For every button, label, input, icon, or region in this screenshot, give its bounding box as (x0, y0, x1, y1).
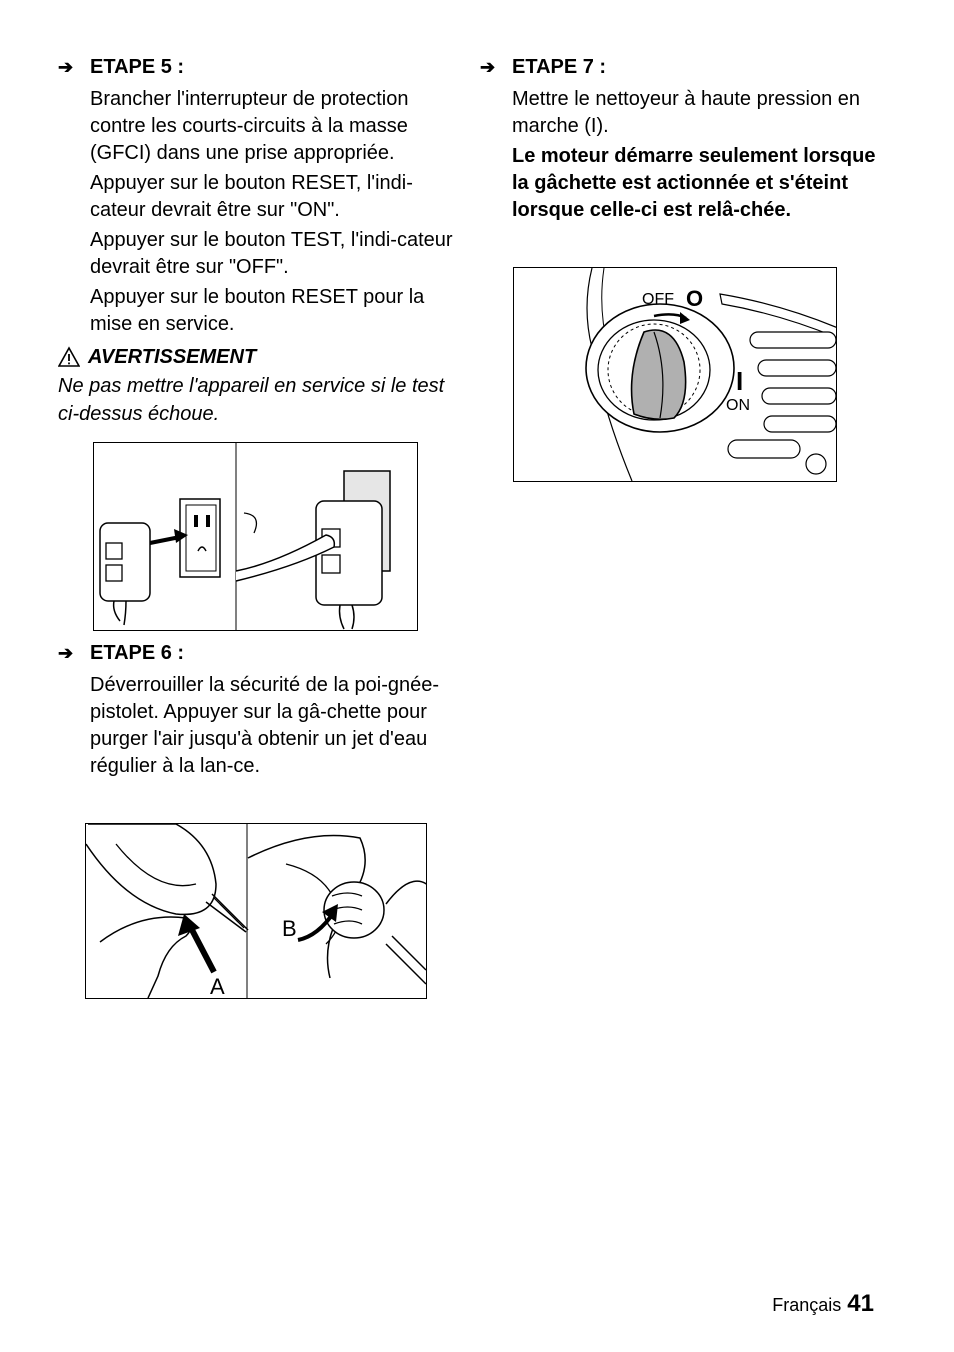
step-5-paragraph-4: Appuyer sur le bouton RESET pour la mise en service. (90, 286, 425, 335)
arrow-right-icon: ➔ (480, 57, 496, 77)
label-off-symbol: O (686, 286, 704, 311)
step-6-heading (58, 642, 458, 670)
label-off: OFF (642, 291, 674, 308)
step-5-heading (58, 56, 458, 84)
step-7-heading (480, 56, 880, 84)
arrow-right-icon: ➔ (58, 643, 74, 663)
footer-language: Français (772, 1295, 842, 1315)
step-5-label: ETAPE 5 : (90, 56, 185, 78)
switch-figure (513, 267, 837, 482)
label-on: ON (726, 397, 750, 414)
step-7-bold-text: Le moteur démarre seulement lorsque la gâchette est actionnée et s'éteint lorsque celle-ci est relâ-chée. (512, 145, 876, 221)
label-b: B (282, 916, 297, 941)
step-6-text: Déverrouiller la sécurité de la poi-gnée-pistolet. Appuyer sur la gâ-chette pour purger l'air jusqu'à obtenir un jet d'eau régulier à la lan-ce. (90, 674, 440, 777)
page-number: 41 (847, 1290, 874, 1317)
warning-triangle-icon (58, 346, 80, 368)
step-7-text: Mettre le nettoyeur à haute pression en marche (I). (512, 88, 860, 137)
gfci-illustration (94, 443, 417, 630)
right-column (480, 56, 880, 227)
warning-text: Ne pas mettre l'appareil en service si le test ci-dessus échoue. (58, 375, 445, 425)
step-5-paragraph-1: Brancher l'interrupteur de protection contre les courts-circuits à la masse (GFCI) dans une prise appropriée. (90, 88, 409, 164)
switch-illustration (514, 268, 836, 481)
step-6-label: ETAPE 6 : (90, 642, 185, 664)
spray-gun-illustration (86, 824, 426, 998)
spray-gun-figure (85, 823, 427, 999)
arrow-right-icon: ➔ (58, 57, 74, 77)
step-6-section (58, 642, 458, 783)
step-5-paragraph-3: Appuyer sur le bouton TEST, l'indi-cateur devrait être sur "OFF". (90, 229, 453, 278)
page-footer (772, 1290, 874, 1318)
warning-heading (58, 342, 458, 372)
warning-title: AVERTISSEMENT (88, 345, 257, 368)
step-7-label: ETAPE 7 : (512, 56, 607, 78)
left-column (58, 56, 458, 428)
gfci-figure (93, 442, 418, 631)
label-a: A (210, 974, 225, 998)
step-5-paragraph-2: Appuyer sur le bouton RESET, l'indi-cateur devrait être sur "ON". (90, 172, 413, 221)
label-on-symbol: I (736, 366, 744, 396)
